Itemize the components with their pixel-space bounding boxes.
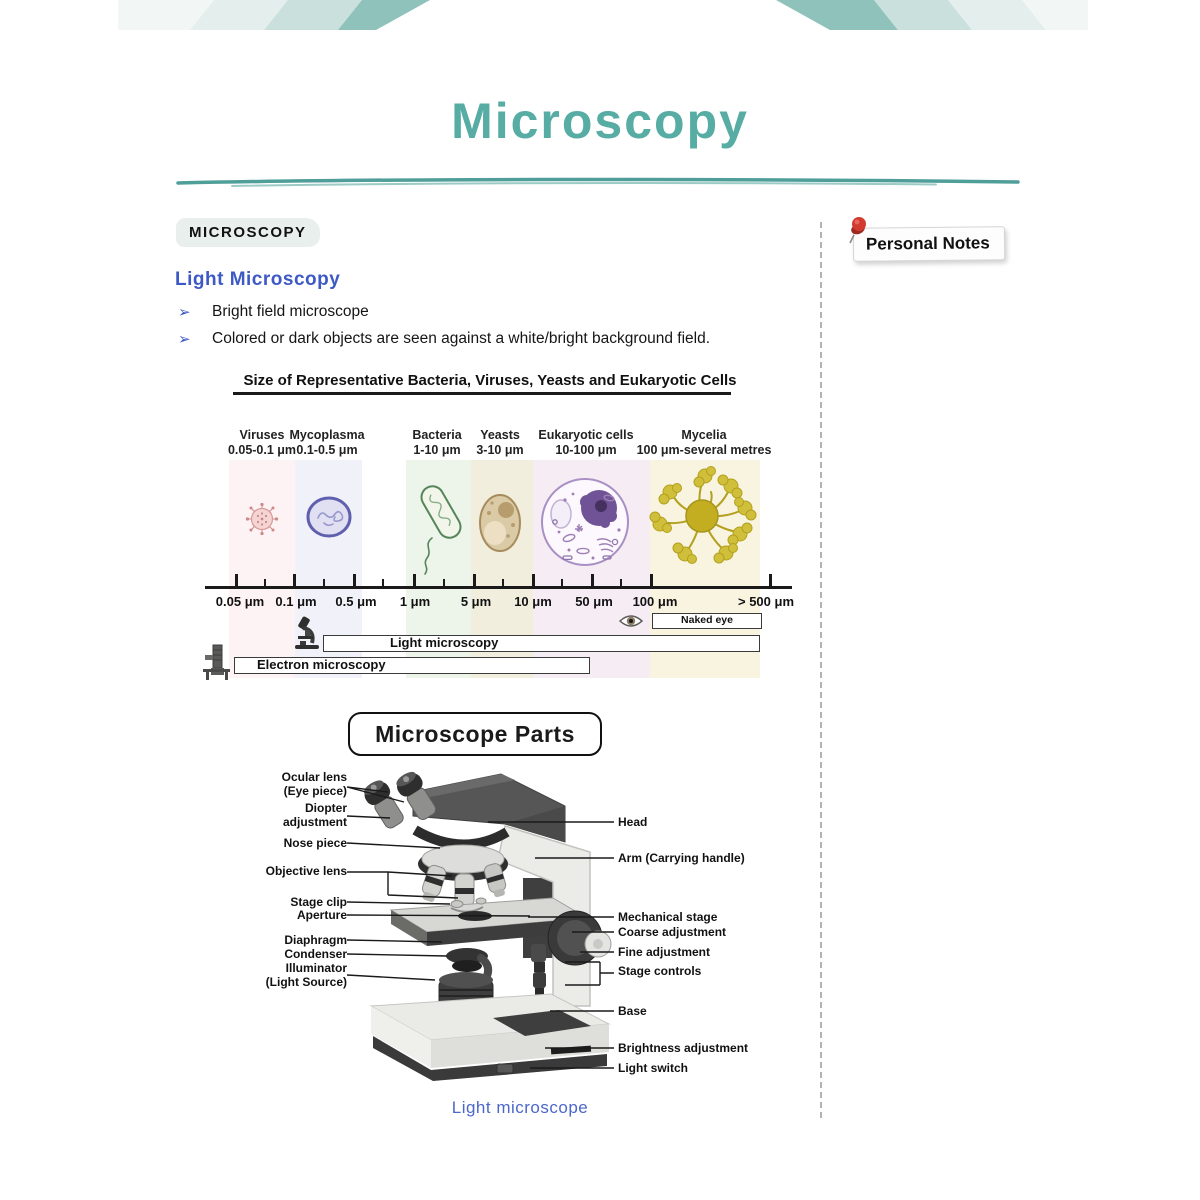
part-label-coarse-adjustment: Coarse adjustment [618,925,727,939]
microscopy-badge: MICROSCOPY [176,218,320,247]
tick-label: 5 μm [460,594,492,609]
part-label-base: Base [618,1004,647,1018]
part-label-nose-piece: Nose piece [283,836,347,850]
bacteria-illustration [408,478,468,578]
major-tick [413,574,416,587]
naked-eye-bar: Naked eye [652,613,762,629]
microscope-parts-title: Microscope Parts [348,712,602,756]
group-header-mycoplasma: Mycoplasma 0.1-0.5 μm [289,428,365,457]
part-label-illuminator: Illuminator (Light Source) [265,961,347,989]
page-title: Microscopy [451,93,749,149]
tick-label: 100 μm [632,594,678,609]
bullet-item [178,303,818,321]
top-right-chevron-decoration [776,0,1088,30]
part-label-aperture: Aperture [296,908,347,922]
mycelia-illustration [643,460,761,578]
electron-microscopy-bar: Electron microscopy [234,657,590,674]
bullet-item [178,330,818,348]
major-tick [650,574,653,587]
group-header-yeasts: Yeasts 3-10 μm [476,428,524,457]
light-microscopy-heading: Light Microscopy [175,269,341,290]
bullet-arrow-icon: ➢ [178,303,191,321]
top-left-chevron-decoration [118,0,430,30]
size-chart-title-underline [233,392,731,395]
group-header-mycelia: Mycelia 100 μm-several metres [636,428,772,457]
major-tick [473,574,476,587]
tick-label: 0.5 μm [335,594,377,609]
tick-label: 0.1 μm [275,594,317,609]
bullet-arrow-icon: ➢ [178,330,191,348]
group-header-eukaryotic: Eukaryotic cells 10-100 μm [538,428,634,457]
part-label-diopter: Diopter adjustment [282,801,347,829]
part-label-diaphragm: Diaphragm [284,933,347,947]
part-label-head: Head [618,815,648,829]
pushpin-icon [845,215,871,245]
major-tick [591,574,594,587]
personal-notes-card: Personal Notes [853,226,1005,262]
minor-tick [502,579,504,587]
part-label-arm: Arm (Carrying handle) [618,851,745,865]
minor-tick [264,579,266,587]
group-header-bacteria: Bacteria 1-10 μm [412,428,462,457]
major-tick [532,574,535,587]
tick-label: 10 μm [514,594,552,609]
light-microscopy-bar: Light microscopy [323,635,760,652]
part-label-mechanical-stage: Mechanical stage [618,910,718,924]
minor-tick [561,579,563,587]
part-label-stage-controls: Stage controls [618,964,702,978]
vertical-dashed-divider [820,222,822,1118]
mycoplasma-illustration [304,494,354,540]
part-label-fine-adjustment: Fine adjustment [618,945,711,959]
virus-illustration [245,502,279,536]
group-header-viruses: Viruses 0.05-0.1 μm [227,428,297,457]
major-tick [769,574,772,587]
column-tint-viruses [229,460,295,678]
tick-label: > 500 μm [737,594,795,609]
part-label-objective-lens: Objective lens [265,864,347,878]
part-label-ocular-lens: Ocular lens (Eye piece) [281,770,347,798]
tick-label: 50 μm [575,594,613,609]
bullet-text: Bright field microscope [212,303,369,320]
major-tick [293,574,296,587]
yeast-illustration [477,491,523,555]
major-tick [353,574,356,587]
electron-microscope-icon [202,643,232,681]
minor-tick [382,579,384,587]
major-tick [235,574,238,587]
title-divider-line [172,174,1024,190]
minor-tick [323,579,325,587]
eye-icon [618,613,644,629]
part-label-stage-clip: Stage clip [290,895,347,909]
part-label-light-switch: Light switch [618,1061,688,1075]
size-chart-title: Size of Representative Bacteria, Viruses, Yeasts and Eukaryotic Cells [243,372,737,389]
minor-tick [620,579,622,587]
part-label-brightness-adjustment: Brightness adjustment [618,1041,749,1055]
tick-label: 1 μm [399,594,431,609]
bullet-text: Colored or dark objects are seen against a white/bright background field. [212,330,711,347]
light-microscope-icon [292,616,322,652]
diagram-caption: Light microscope [451,1098,589,1117]
minor-tick [443,579,445,587]
eukaryotic-cell-illustration [539,476,631,568]
part-label-condenser: Condenser [284,947,347,961]
tick-label: 0.05 μm [215,594,265,609]
